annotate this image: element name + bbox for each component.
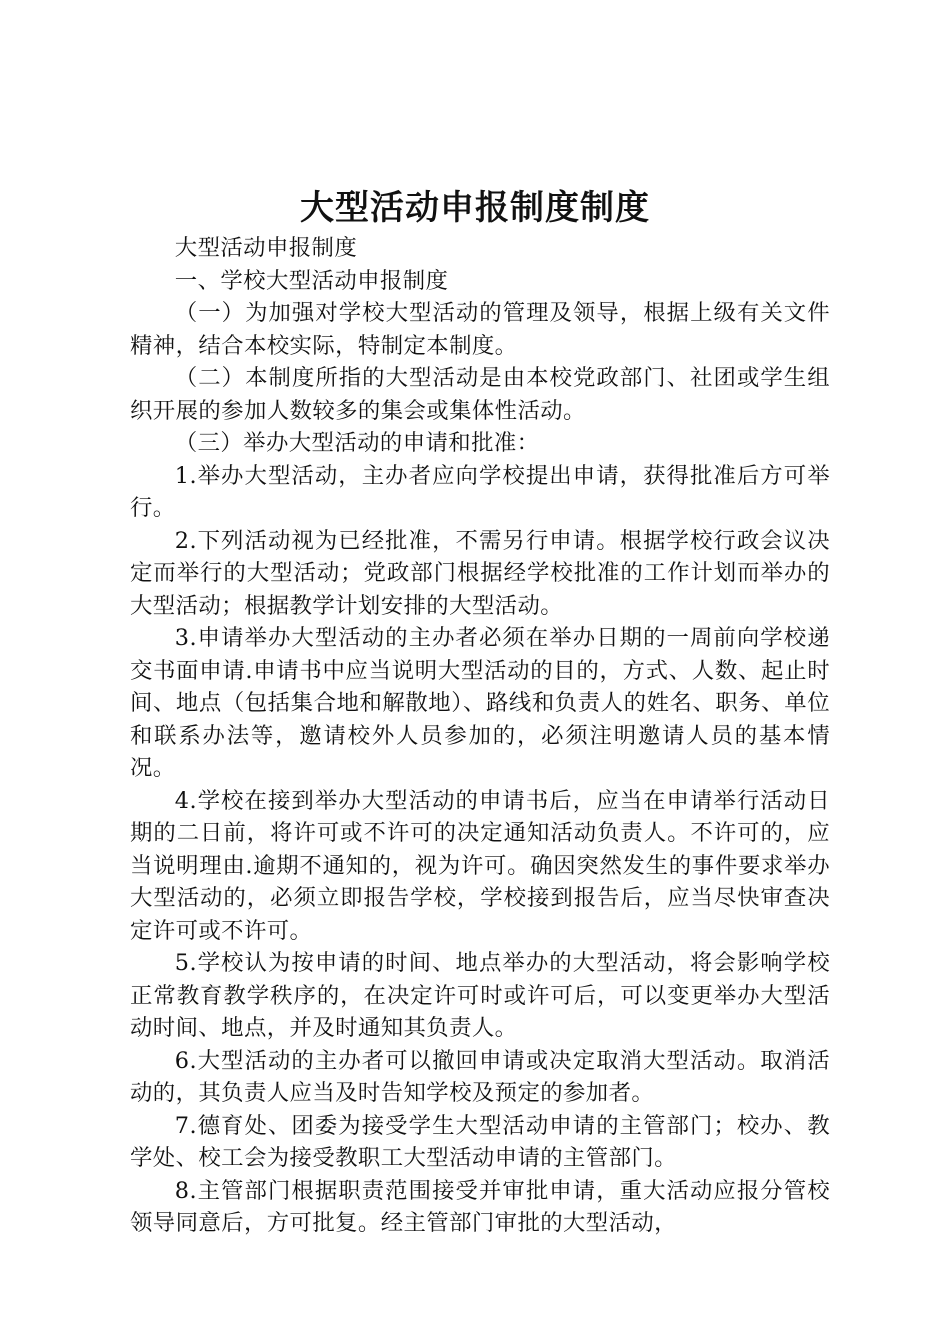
item-3: 3.申请举办大型活动的主办者必须在举办日期的一周前向学校递交书面申请.申请书中应当说明大型活动的目的，方式、人数、起止时间、地点（包括集合地和解散地）、路线和负责人的姓名、职务、单位和联系办法等，邀请校外人员参加的，必须注明邀请人员的基本情况。 bbox=[130, 625, 830, 781]
clause-1: （一）为加强对学校大型活动的管理及领导，根据上级有关文件精神，结合本校实际，特制定本制度。 bbox=[130, 300, 830, 359]
item-2: 2.下列活动视为已经批准，不需另行申请。根据学校行政会议决定而举行的大型活动；党政部门根据经学校批准的工作计划而举办的大型活动；根据教学计划安排的大型活动。 bbox=[130, 527, 830, 619]
section-heading-1: 一、学校大型活动申报制度 bbox=[174, 267, 449, 294]
document-body bbox=[130, 232, 830, 1240]
item-6: 6.大型活动的主办者可以撤回申请或决定取消大型活动。取消活动的，其负责人应当及时告知学校及预定的参加者。 bbox=[130, 1047, 830, 1106]
clause-2: （二）本制度所指的大型活动是由本校党政部门、社团或学生组织开展的参加人数较多的集会或集体性活动。 bbox=[130, 365, 830, 424]
item-7: 7.德育处、团委为接受学生大型活动申请的主管部门；校办、教学处、校工会为接受教职工大型活动申请的主管部门。 bbox=[130, 1112, 830, 1171]
paragraph-heading: 大型活动申报制度 bbox=[174, 235, 358, 261]
item-8: 8.主管部门根据职责范围接受并审批申请，重大活动应报分管校领导同意后，方可批复。经主管部门审批的大型活动， bbox=[130, 1177, 830, 1236]
item-1: 1.举办大型活动，主办者应向学校提出申请，获得批准后方可举行。 bbox=[130, 462, 830, 521]
item-5: 5.学校认为按申请的时间、地点举办的大型活动，将会影响学校正常教育教学秩序的，在决定许可时或许可后，可以变更举办大型活动时间、地点，并及时通知其负责人。 bbox=[130, 950, 830, 1041]
item-4: 4.学校在接到举办大型活动的申请书后，应当在申请举行活动日期的二日前，将许可或不许可的决定通知活动负责人。不许可的，应当说明理由.逾期不通知的，视为许可。确因突然发生的事件要求举办大型活动的，必须立即报告学校，学校接到报告后，应当尽快审查决定许可或不许可。 bbox=[130, 787, 830, 944]
clause-3: （三）举办大型活动的申请和批准： bbox=[174, 430, 540, 456]
document-title: 大型活动申报制度制度 bbox=[300, 188, 650, 228]
